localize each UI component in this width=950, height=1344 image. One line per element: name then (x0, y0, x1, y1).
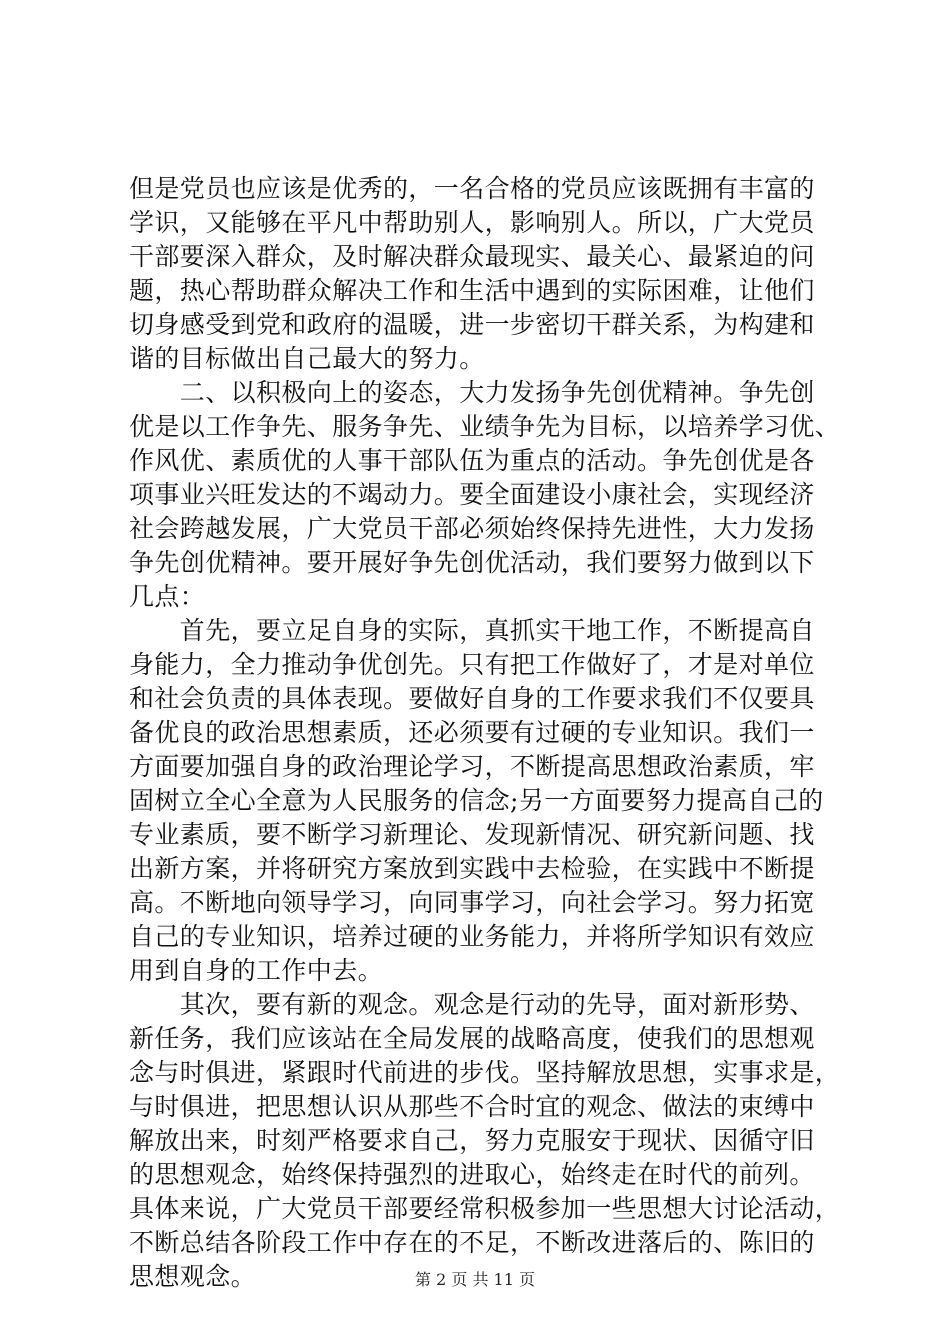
text-line: 社会跨越发展，广大党员干部必须始终保持先进性，大力发扬 (129, 514, 815, 543)
document-body (129, 172, 841, 1294)
text-line: 自己的专业知识，培养过硬的业务能力，并将所学知识有效应 (129, 922, 815, 951)
text-line: 切身感受到党和政府的温暖，进一步密切干群关系，为构建和 (129, 310, 815, 339)
text-line: 优是以工作争先、服务争先、业绩争先为目标，以培养学习优、 (129, 412, 841, 441)
text-line: 谐的目标做出自己最大的努力。 (129, 344, 485, 373)
text-line: 固树立全心全意为人民服务的信念;另一方面要努力提高自己的 (129, 786, 824, 815)
text-line: 具体来说，广大党员干部要经常积极参加一些思想大讨论活动， (129, 1194, 841, 1223)
text-line: 争先创优精神。要开展好争先创优活动，我们要努力做到以下 (129, 548, 815, 577)
text-line: 但是党员也应该是优秀的，一名合格的党员应该既拥有丰富的 (129, 174, 815, 203)
text-line: 几点： (129, 582, 206, 611)
text-line: 解放出来，时刻严格要求自己，努力克服安于现状、因循守旧 (129, 1126, 815, 1155)
text-line: 作风优、素质优的人事干部队伍为重点的活动。争先创优是各 (129, 446, 815, 475)
text-line: 二、以积极向上的姿态，大力发扬争先创优精神。争先创 (129, 378, 815, 407)
text-line: 的思想观念，始终保持强烈的进取心，始终走在时代的前列。 (129, 1160, 815, 1189)
text-line: 高。不断地向领导学习，向同事学习，向社会学习。努力拓宽 (129, 888, 815, 917)
text-line: 首先，要立足自身的实际，真抓实干地工作，不断提高自 (129, 616, 815, 645)
text-line: 学识，又能够在平凡中帮助别人，影响别人。所以，广大党员 (129, 208, 815, 237)
text-line: 出新方案，并将研究方案放到实践中去检验，在实践中不断提 (129, 854, 815, 883)
text-line: 思想观念。 (129, 1262, 257, 1291)
page-footer: 第 2 页 共 11 页 (415, 1270, 535, 1289)
text-line: 不断总结各阶段工作中存在的不足，不断改进落后的、陈旧的 (129, 1228, 815, 1257)
text-line: 其次，要有新的观念。观念是行动的先导，面对新形势、 (129, 990, 815, 1019)
text-line: 身能力，全力推动争优创先。只有把工作做好了，才是对单位 (129, 650, 815, 679)
text-line: 备优良的政治思想素质，还必须要有过硬的专业知识。我们一 (129, 718, 815, 747)
text-line: 与时俱进，把思想认识从那些不合时宜的观念、做法的束缚中 (129, 1092, 815, 1121)
text-line: 项事业兴旺发达的不竭动力。要全面建设小康社会，实现经济 (129, 480, 815, 509)
text-line: 题，热心帮助群众解决工作和生活中遇到的实际困难，让他们 (129, 276, 815, 305)
text-line: 和社会负责的具体表现。要做好自身的工作要求我们不仅要具 (129, 684, 815, 713)
text-line: 念与时俱进，紧跟时代前进的步伐。坚持解放思想，实事求是， (129, 1058, 841, 1087)
text-line: 干部要深入群众，及时解决群众最现实、最关心、最紧迫的问 (129, 242, 815, 271)
text-line: 专业素质，要不断学习新理论、发现新情况、研究新问题、找 (129, 820, 815, 849)
text-line: 方面要加强自身的政治理论学习，不断提高思想政治素质，牢 (129, 752, 815, 781)
text-line: 新任务，我们应该站在全局发展的战略高度，使我们的思想观 (129, 1024, 815, 1053)
text-line: 用到自身的工作中去。 (129, 956, 384, 985)
